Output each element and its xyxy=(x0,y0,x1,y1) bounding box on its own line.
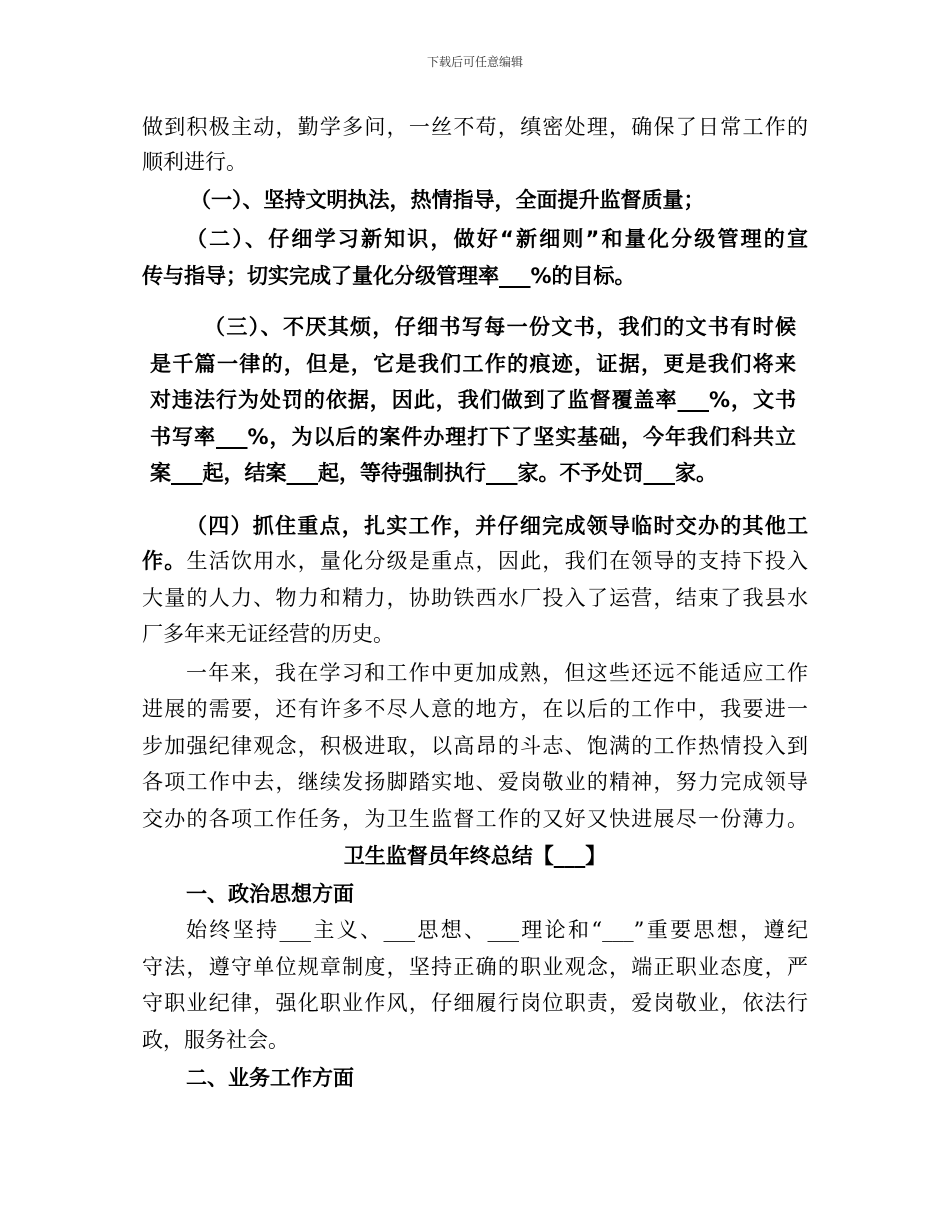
paragraph-line: 守法，遵守单位规章制度，坚持正确的职业观念，端正职业态度，严 xyxy=(142,955,808,979)
section-heading-2-cont: 传与指导；切实完成了量化分级管理率___%的目标。 xyxy=(142,264,636,288)
section-heading-3: （三）、不厌其烦，仔细书写每一份文书，我们的文书有时候 xyxy=(204,315,796,339)
section-heading-2: （二）、仔细学习新知识，做好“新细则”和量化分级管理的宣 xyxy=(186,227,808,251)
paragraph-line: 守职业纪律，强化职业作风，仔细履行岗位职责，爱岗敬业，依法行 xyxy=(142,991,808,1015)
paragraph-line: 各项工作中去，继续发扬脚踏实地、爱岗敬业的精神，努力完成领导 xyxy=(142,770,808,794)
section-heading-3-cont: 案___起，结案___起，等待强制执行___家。不予处罚___家。 xyxy=(150,461,717,485)
paragraph-line: 顺利进行。 xyxy=(142,150,247,174)
section-title-political: 一、政治思想方面 xyxy=(186,882,354,906)
section-heading-3-cont: 书写率___%，为以后的案件办理打下了坚实基础，今年我们科共立 xyxy=(150,425,796,449)
page-header: 下载后可任意编辑 xyxy=(426,55,523,69)
paragraph-line: 大量的人力、物力和精力，协助铁西水厂投入了运营，结束了我县水 xyxy=(142,586,808,610)
paragraph-line: 始终坚持___主义、___思想、___理论和“___”重要思想，遵纪 xyxy=(186,918,808,942)
section-title-business: 二、业务工作方面 xyxy=(186,1066,354,1090)
paragraph-text: 生活饮用水，量化分级是重点，因此，我们在领导的支持下投入 xyxy=(186,549,808,573)
paragraph-line: 交办的各项工作任务，为卫生监督工作的又好又快进展尽一份薄力。 xyxy=(142,807,808,831)
paragraph-line: 政，服务社会。 xyxy=(142,1028,289,1052)
paragraph-line: 做到积极主动，勤学多问，一丝不苟，缜密处理，确保了日常工作的 xyxy=(142,115,808,139)
section-heading-1: （一）、坚持文明执法，热情指导，全面提升监督质量； xyxy=(190,188,705,212)
paragraph-line: 进展的需要，还有许多不尽人意的地方，在以后的工作中，我要进一 xyxy=(142,697,808,721)
paragraph-line: 一年来，我在学习和工作中更加成熟，但这些还远不能适应工作 xyxy=(186,661,808,685)
section-heading-3-cont: 对违法行为处罚的依据，因此，我们做到了监督覆盖率___%，文书 xyxy=(150,388,796,412)
paragraph-line: 厂多年来无证经营的历史。 xyxy=(142,622,394,646)
section-heading-3-cont: 是千篇一律的，但是，它是我们工作的痕迹，证据，更是我们将来 xyxy=(150,352,796,376)
section-heading-4: （四）抓住重点，扎实工作，并仔细完成领导临时交办的其他工 xyxy=(186,514,808,538)
paragraph-line xyxy=(142,548,808,574)
section-heading-4-cont: 作。 xyxy=(142,549,187,573)
document-title: 卫生监督员年终总结【___】 xyxy=(343,844,607,868)
paragraph-line: 步加强纪律观念，积极进取，以高昂的斗志、饱满的工作热情投入到 xyxy=(142,734,808,758)
